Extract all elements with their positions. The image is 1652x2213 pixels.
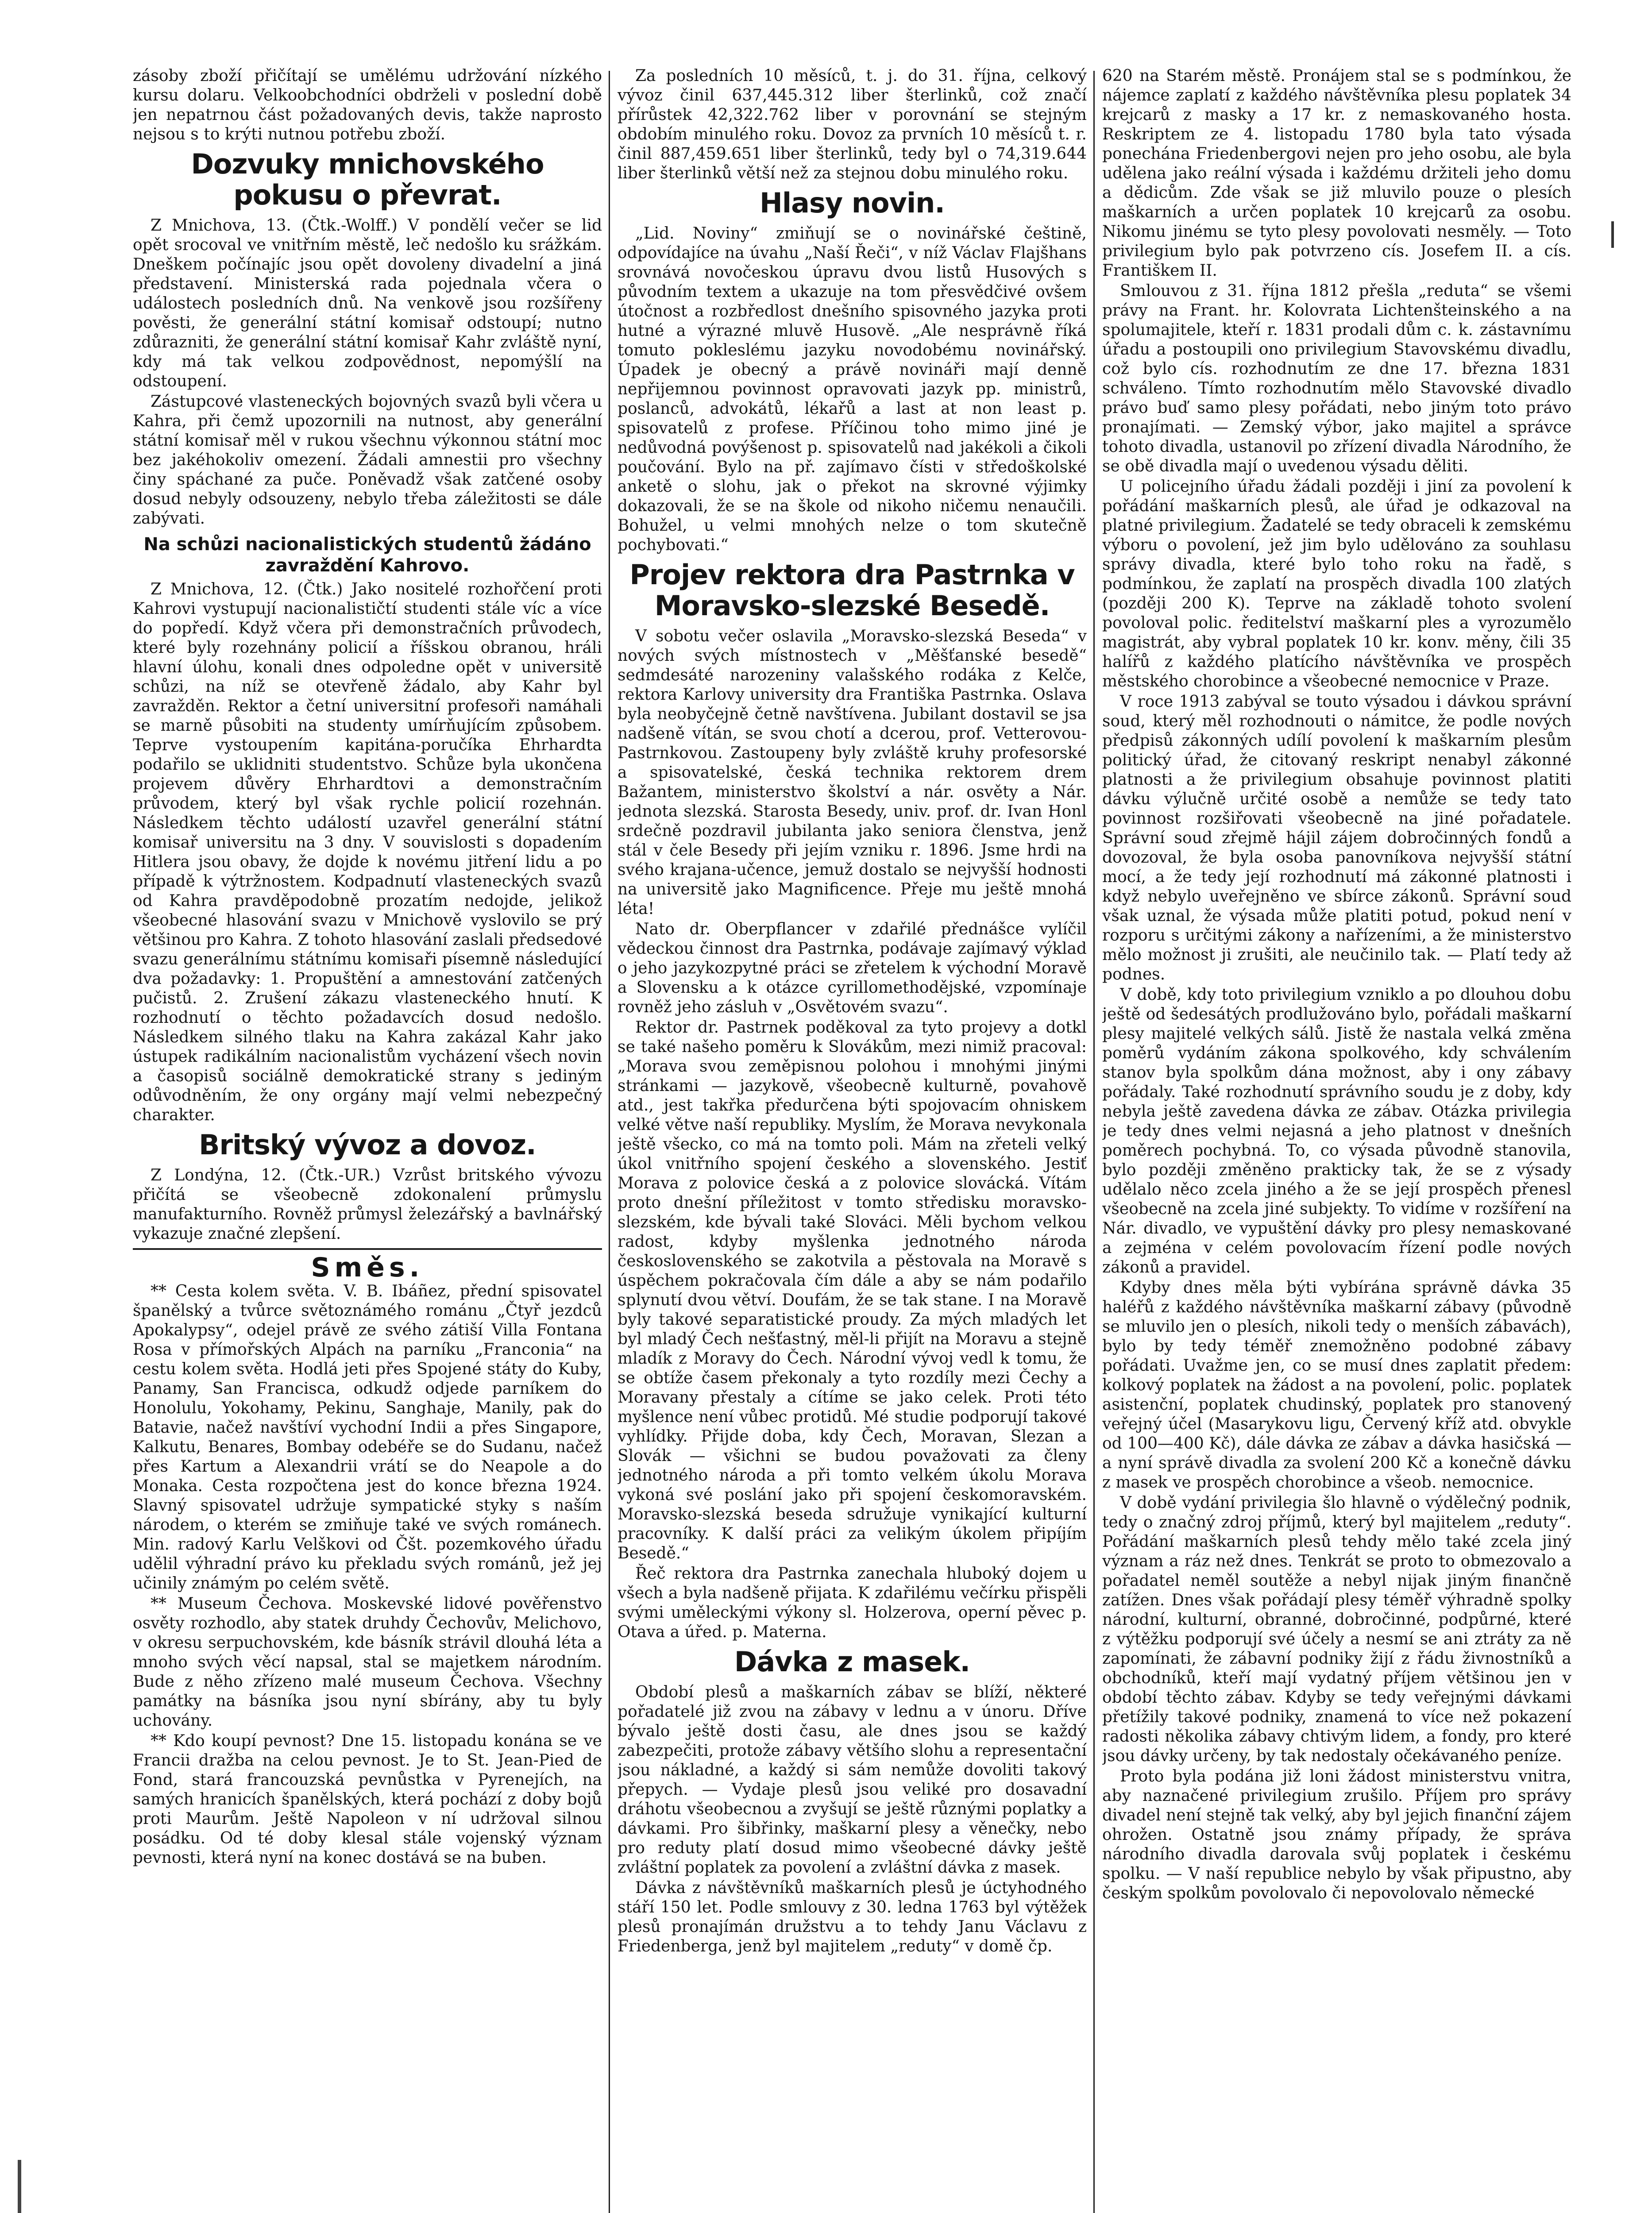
paragraph: Zástupcové vlasteneckých bojovných svazů byli včera u Kahra, při čemž upozornili na nutnost, aby generální státní komisař měl v rukou všechnu výkonnou státní moc bez jakéhokoliv omezení. Žádali amnestii pro všechny činy spáchané za puče. Poněvadž však zatčené osoby dosud nebyly odsouzeny, nebylo třeba záležitosti se dále zabývati. [133,393,602,528]
paragraph: Rektor dr. Pastrnek poděkoval za tyto projevy a dotkl se také našeho poměru k Slovákům, mezi nimiž pracoval: „Morava svou zeměpisnou polohou i mnohými jinými stránkami — jazykově, všeobecně kulturně, povahově atd., jest takřka předurčena býti spojovacím ohniskem velké větve naší republiky. Myslím, že Morava nevykonala ještě všecko, co má na tomto poli. Mám na zřeteli velký úkol vnitřního spojení českého a slovenského. Jestiť Morava z polovice česká a z polovice slovácká. Vítám proto dnešní příležitost v tomto středisku moravsko-slezském, kde bývali také Slováci. Měli bychom velkou radost, kdyby myšlenka jednotného národa československého se zakotvila a pěstovala na Moravě s úspěchem pokračovala čím dále a aby se nám podařilo splynutí dvou větví. Doufám, že se tak stane. I na Moravě byly takové separatistické proudy. Za mých mladých let byl mladý Čech nešťastný, měl-li přijít na Moravu a stejně mladík z Moravy do Čech. Národní vývoj vedl k tomu, že se obtíže časem překonaly a tyto rozdíly mezi Čechy a Moravany přestaly a cítíme se jako celek. Proti této myšlence není vůbec protidů. Mé studie podporují takové vyhlídky. Přijde doba, kdy Čech, Moravan, Slezan a Slovák — všichni se budou považovati za členy jednotného národa a při tomto velkém úkolu Morava vykoná své poslání jako při spojení českomoravském. Moravsko-slezská beseda sdružuje vynikající kulturní pracovníky. K další práci za velikým úkolem připíjím Besedě.“ [618,1018,1087,1562]
paragraph: ** Museum Čechova. Moskevské lidové pověřenstvo osvěty rozhodlo, aby statek druhdy Čechovův, Melichovo, v okresu serpuchovském, kde básník strávil dlouhá léta a mnoho svých věcí napsal, stal se majetkem národním. Bude z něho zřízeno malé museum Čechova. Všechny památky na básníka jsou nyní sbírány, aby tu byly uchovány. [133,1595,602,1730]
paragraph: ** Cesta kolem světa. V. B. Ibáñez, přední spisovatel španělský a tvůrce světoznámého románu „Čtyř jezdců Apokalypsy“, odejel právě ze svého zátiší Villa Fontana Rosa v přímořských Alpách na parníku „Franconia“ na cestu kolem světa. Hodlá jeti přes Spojené státy do Kuby, Panamy, San Francisca, odkudž odjede parníkem do Honolulu, Yokohamy, Pekinu, Sanghaje, Manily, pak do Batavie, načež navštíví vychodní Indii a přes Singapore, Kalkutu, Benares, Bombay odebéře se do Sudanu, načež přes Kartum a Alexandrii vrátí se do Neapole a do Monaka. Cesta rozpočtena jest do konce března 1924. Slavný spisovatel udržuje sympatické styky s naším národem, o kterém se zmiňuje také ve svých románech. Min. radový Karlu Velškovi od Čšt. pozemkového úřadu udělil výhradní právo ku překladu svých románů, jež jej učinily známým po celém světě. [133,1282,602,1592]
paragraph: ** Kdo koupí pevnost? Dne 15. listopadu konána se ve Francii dražba na celou pevnost. Je to St. Jean-Pied de Fond, stará francouzská pevnůstka v Pyrenejích, na samých hranicích španělských, která pochází z doby bojů proti Maurům. Ještě Napoleon v ní udržoval silnou posádku. Od té doby klesal stále vojenský význam pevnosti, která nyní na konec dostává se na buben. [133,1732,602,1867]
paragraph: U policejního úřadu žádali později i jiní za povolení k pořádání maškarních plesů, ale úřad je odkazoval na platné privilegium. Žadatelé se tedy obraceli k zemskému výboru o povolení, jež jim bylo udělováno za souhlasu správy divadla, které bylo toho roku na řadě, s podmínkou, že zaplatí na prospěch divadla 100 zlatých (později 200 K). Teprve na základě tohoto svolení povoloval polic. ředitelství maškarní ples a vyrozumělo magistrát, aby vybral poplatek 10 kr. konv. měny, čili 35 halířů z každého platícího návštěvníka ve prospěch městského chorobince a všeobecné nemocnice v Praze. [1102,478,1571,690]
article-subheadline: Na schůzi nacionalistických studentů žádáno zavraždění Kahrovo. [143,534,591,576]
paragraph: Období plesů a maškarních zábav se blíží, některé pořadatelé již zvou na zábavy v lednu a v únoru. Dříve bývalo ještě dosti času, ale dnes jsou se každý zabezpečiti, protože zábavy většího slohu a representační jsou nákladné, a každý si sám nemůže dovoliti takový přepych. — Vydaje plesů jsou veliké pro dosavadní dráhotu všeobecnou a zvyšují se ještě různými poplatky a dávkami. Pro šibřinky, maškarní plesy a věnečky, nebo pro reduty platí dosud mimo všeobecné dávky ještě zvláštní poplatek za povolení a zvláštní dávka z masek. [618,1683,1087,1877]
column-1 [133,66,602,2213]
article-headline: Dávka z masek. [734,1646,970,1678]
paragraph: zásoby zboží přičítají se umělému udržování nízkého kursu dolaru. Velkoobchodníci obdrželi v poslední době jen nepatrnou část požadovaných devis, takže naprosto nejsou s to krýti nutnou potřebu zboží. [133,67,602,143]
paragraph: Nato dr. Oberpflancer v zdařilé přednášce vylíčil vědeckou činnost dra Pastrnka, podávaje zajímavý výklad o jeho jazykozpytné práci se zřetelem k východní Moravě a Slovensku a k otázce cyrillomethodějské, vzpomínaje rovněž jeho zásluh v „Osvětovém svazu“. [618,920,1087,1016]
margin-mark [18,2160,21,2213]
column-rule [609,71,610,2213]
paragraph: Za posledních 10 měsíců, t. j. do 31. října, celkový vývoz činil 637,445.312 liber šterlinků, což značí přírůstek 42,322.762 liber v porovnání se stejným obdobím minulého roku. Dovoz za prvních 10 měsíců t. r. činil 887,459.651 liber šterlinků, tedy byl o 74,319.644 liber šterlinků větší než za stejnou dobu minulého roku. [618,67,1087,182]
paragraph: V době vydání privilegia šlo hlavně o výdělečný podnik, tedy o značný zdroj příjmů, který byl majitelem „reduty“. Pořádání maškarních plesů tehdy mělo také zcela jiný význam a ráz než dnes. Tenkrát se proto to obmezovalo a pořadatel neměl soutěže a nebyl nijak jiným finančně zatížen. Dnes však pořádají plesy téměř výhradně spolky národní, kulturní, obranné, dobročinné, podpůrné, které z výtěžku podporují své účely a nesmí se ani ztráty za ně zapomínati, že zábavní podniky žijí z řádu živnostníků a obchodníků, kteří mají vydatný příjem většinou jen v období těchto zábav. Kdyby se tedy veřejnými dávkami přetížily takové podniky, znamená to více než pokazení radosti několika zábavy chtivým lidem, a fondy, pro které jsou dávky určeny, by tak nedostaly očekávaného peníze. [1102,1494,1571,1765]
article-headline: Projev rektora dra Pastrnka v Moravsko-slezské Besedě. [629,559,1075,622]
paragraph: Dávka z návštěvníků maškarních plesů je úctyhodného stáří 150 let. Podle smlouvy z 30. ledna 1763 byl výtěžek plesů pronajímán družstvu a to tehdy Janu Václavu z Friedenberga, jenž byl majitelem „reduty“ v domě čp. [618,1879,1087,1955]
paragraph: „Lid. Noviny“ zmiňují se o novinářské češtině, odpovídajíce na úvahu „Naší Řeči“, v níž Václav Flajšhans srovnává novočeskou úpravu dvou listů Husových s původním textem a ukazuje na tom přesvědčivé ovšem útočnost a rozbředlost dnešního spisovného jazyka proti hutné a výrazné mluvě Husově. „Ale nesprávně říká tomuto pokleslému jazyku novodobému novinářský. Úpadek je obecný a právě novináři mají denně nepřijemnou povinnost opravovati jazyk pp. ministrů, poslanců, advokátů, lékařů a last at non least p. spisovatelů z profese. Příčinou toho mimo jiné je nedůvodná povýšenost p. spisovatelů nad jakékoli a čikoli poučování. Bylo na př. zajímavo čísti v středoškolské anketě o slohu, jak o překot na skrovné výjimky dokazovali, že se na škole od nikoho ničemu nenaučili. Bohužel, u velmi mnohých nelze o tom skutečně pochybovati.“ [618,224,1087,554]
column-3 [1102,66,1571,2213]
paragraph: 620 na Starém městě. Pronájem stal se s podmínkou, že nájemce zaplatí z každého návštěvníka plesu poplatek 34 krejcarů z masky a 17 kr. z nemaskovaného hosta. Reskriptem ze 4. listopadu 1780 byla tato výsada ponechána Friedenbergovi nejen pro jeho osobu, ale byla udělena jako reální výsada i každému držiteli jeho domu a dědicům. Zde však se již mluvilo pouze o plesích maškarních a určen poplatek 10 krejcarů za osobu. Nikomu jinému se tyto plesy povolovati nesměly. — Toto privilegium bylo pak potvrzeno cís. Josefem II. a cís. Františkem II. [1102,67,1571,280]
article-headline: Britský vývoz a dovoz. [199,1129,536,1161]
page-edge-mark [1611,221,1614,248]
section-title: Směs. [311,1252,424,1283]
article-headline: Hlasy novin. [760,187,945,219]
paragraph: Z Mnichova, 13. (Čtk.-Wolff.) V pondělí večer se lid opět srocoval ve vnitřním městě, leč nedošlo ku srážkám. Dneškem počínajíc jsou opět dovoleny divadelní a jiná představení. Ministerská rada pojednala včera o událostech posledních dnů. Na venkově jsou rozšířeny pověsti, že generální státní komisař odstoupí; nutno zdůrazniti, že generální státní komisař Kahr zvláště nyní, kdy má tak velkou zodpovědnost, nepomýšlí na odstoupení. [133,216,602,390]
paragraph: Kdyby dnes měla býti vybírána správně dávka 35 haléřů z každého návštěvníka maškarní zábavy (původně se mluvilo jen o plesích, nikoli tedy o menších zábavách), bylo by tedy téměř znemožněno podobné zábavy pořádati. Uvažme jen, co se musí dnes zaplatit předem: kolkový poplatek na žádost a na povolení, polic. poplatek asistenční, poplatek chudinský, poplatek pro stanovený veřejný účel (Masarykovu ligu, Červený kříž atd. obvykle od 100—400 Kč), dále dávka ze zábav a dávka hasičská — a nyní správě divadla za svolení 200 Kč a konečně dávku z masek ve prospěch chorobince a všeob. nemocnice. [1102,1279,1571,1492]
paragraph: Smlouvou z 31. října 1812 přešla „reduta“ se všemi právy na Frant. hr. Kolovrata Lichtenšteinského a na spolumajitele, kteří r. 1831 prodali dům c. k. zástavnímu úřadu a postoupili ono privilegium Stavovskému divadlu, což bylo cís. rozhodnutím ze dne 17. března 1831 schváleno. Tímto rozhodnutím mělo Stavovské divadlo právo buď samo plesy pořádati, nebo jiným toto právo pronajímati. — Zemský výbor, jako majitel a správce tohoto divadla, ustanovil po zřízení divadla Národního, že se obě divadla mají o uvedenou výsadu děliti. [1102,282,1571,475]
paragraph: Z Mnichova, 12. (Čtk.) Jako nositelé rozhořčení proti Kahrovi vystupují nacionalističtí studenti stále víc a více do popředí. Když včera při demonstračních průvodech, které byly rozehnány policií a říšskou obranou, hráli hlavní úlohu, konali dnes odpoledne opět v universitě schůzi, na níž se otevřeně žádalo, aby Kahr byl zavražděn. Rektor a četní universitní profesoři namáhali se marně působiti na studenty umírňujícím způsobem. Teprve vystoupením kapitána-poručíka Ehrhardta podařilo se uklidniti studentstvo. Schůze byla ukončena projevem důvěry Ehrhardtovi a demonstračním průvodem, který byl však rychle policií rozehnán. Následkem těchto událostí uzavřel generální státní komisař universitu na 3 dny. V souvislosti s dopadením Hitlera jsou obavy, že dojde k novému jitření lidu a po případě k výtržnostem. Kodpadnutí vlasteneckých svazů od Kahra pravděpodobně prozatím nedojde, jelikož všeobecné hlasování svazu v Mnichově vyslovilo se prý většinou pro Kahra. Z tohoto hlasování zaslali předsedové svazu generálnímu státnímu komisaři písemně následující dva požadavky: 1. Propuštění a amnestování zatčených pučistů. 2. Zrušení zákazu vlasteneckého hnutí. K rozhodnutí o těchto požadavcích dosud nedošlo. Následkem silného tlaku na Kahra zakázal Kahr jako ústupek radikálním nacionalistům vycházení všech novin a časopisů sociálně demokratické strany s jediným odůvodněním, že ony orgány mají velmi nebezpečný charakter. [133,580,602,1124]
column-rule [1093,71,1095,2213]
paragraph: V roce 1913 zabýval se touto výsadou i dávkou správní soud, který měl rozhodnouti o námitce, že podle nových předpisů zákonných udílí povolení k maškarním plesům politický úřad, že citovaný reskript nenabyl zákonné platnosti a že privilegium obsahuje povinnost platiti dávku výlučně určité osobě a nemůže se tedy tato povinnost rozšiřovati všeobecně na jiné pořadatele. Správní soud zřejmě hájil zájem dobročinných fondů a dovozoval, že byla osoba panovníkova nejvyšší státní mocí, a že tedy její rozhodnutí má zákonné platnosti i když nebylo uveřejněno ve sbírce zákonů. Správní soud však uznal, že výsada může platiti potud, pokud není v rozporu s určitými zákony a nařízeními, a že ministerstvo mělo možnost ji zrušiti, ale neučinilo tak. — Platí tedy až podnes. [1102,693,1571,983]
paragraph: Proto byla podána již loni žádost ministerstvu vnitra, aby naznačené privilegium zrušilo. Příjem pro správy divadel není stejně tak velký, aby byl jejich finanční zájem ohrožen. Ostatně jsou známy případy, že správa národního divadla darovala svůj poplatek i českému spolku. — V naší republice nebylo by však připustno, aby českým spolkům povolovalo či nepovolovalo německé [1102,1767,1571,1902]
paragraph: Z Londýna, 12. (Čtk.-UR.) Vzrůst britského vývozu přičítá se všeobecně zdokonalení průmyslu manufakturního. Rovněž průmysl železářský a bavlnářský vykazuje značné zlepšení. [133,1166,602,1243]
paragraph: V době, kdy toto privilegium vzniklo a po dlouhou dobu ještě od šedesátých prodlužováno bylo, pořádali maškarní plesy majitelé velkých sálů. Jistě že nastala velká změna poměrů vydáním zákona spolkového, kdy schválením stanov byla spolkům dána možnost, aby i ony zábavy pořádaly. Také rozhodnutí správního soudu je z doby, kdy nebyla ještě zavedena dávka ze zábav. Otázka privilegia je tedy dnes velmi nejasná a jeho platnost v dnešních poměrech pochybná. To, co výsada původně stanovila, bylo později změněno prakticky tak, že se z výsady udělalo něco zcela jiného a že se její prospěch přenesl všeobecně na zcela jiné subjekty. To vidíme v rozšíření na Nár. divadlo, ve vypuštění dávky pro plesy nemaskované a zejména v celém povolovacím řízení podle nových zákonů a pravidel. [1102,986,1571,1276]
paragraph: V sobotu večer oslavila „Moravsko-slezská Beseda“ v nových svých místnostech v „Měšťanské besedě“ sedmdesáté narozeniny valašského rodáka z Kelče, rektora Karlovy university dra Františka Pastrnka. Oslava byla neobyčejně četně navštívena. Jubilant dostavil se jsa nadšeně vítán, se svou chotí a dcerou, prof. Vetterovou-Pastrnkovou. Zastoupeny byly zvláště kruhy profesorské a spisovatelské, česká technika rektorem drem Bažantem, ministerstvo školství a nár. osvěty a Nár. jednota slezská. Starosta Besedy, univ. prof. dr. Ivan Honl srdečně pozdravil jubilanta jako seniora členstva, jenž stál v čele Besedy při jejím vzniku r. 1896. Jsme hrdi na svého krajana-učence, jemuž dostalo se nejvyšší hodnosti na universitě jako Magnificence. Přeje mu ještě mnohá léta! [618,627,1087,918]
section-divider [133,1248,602,1250]
paragraph: Řeč rektora dra Pastrnka zanechala hluboký dojem u všech a byla nadšeně přijata. K zdařilému večírku přispěli svými uměleckými výkony sl. Holzerova, operní pěvec p. Otava a úřed. p. Materna. [618,1565,1087,1641]
article-headline: Dozvuky mnichovského pokusu o převrat. [191,148,544,211]
column-2 [618,66,1087,2213]
